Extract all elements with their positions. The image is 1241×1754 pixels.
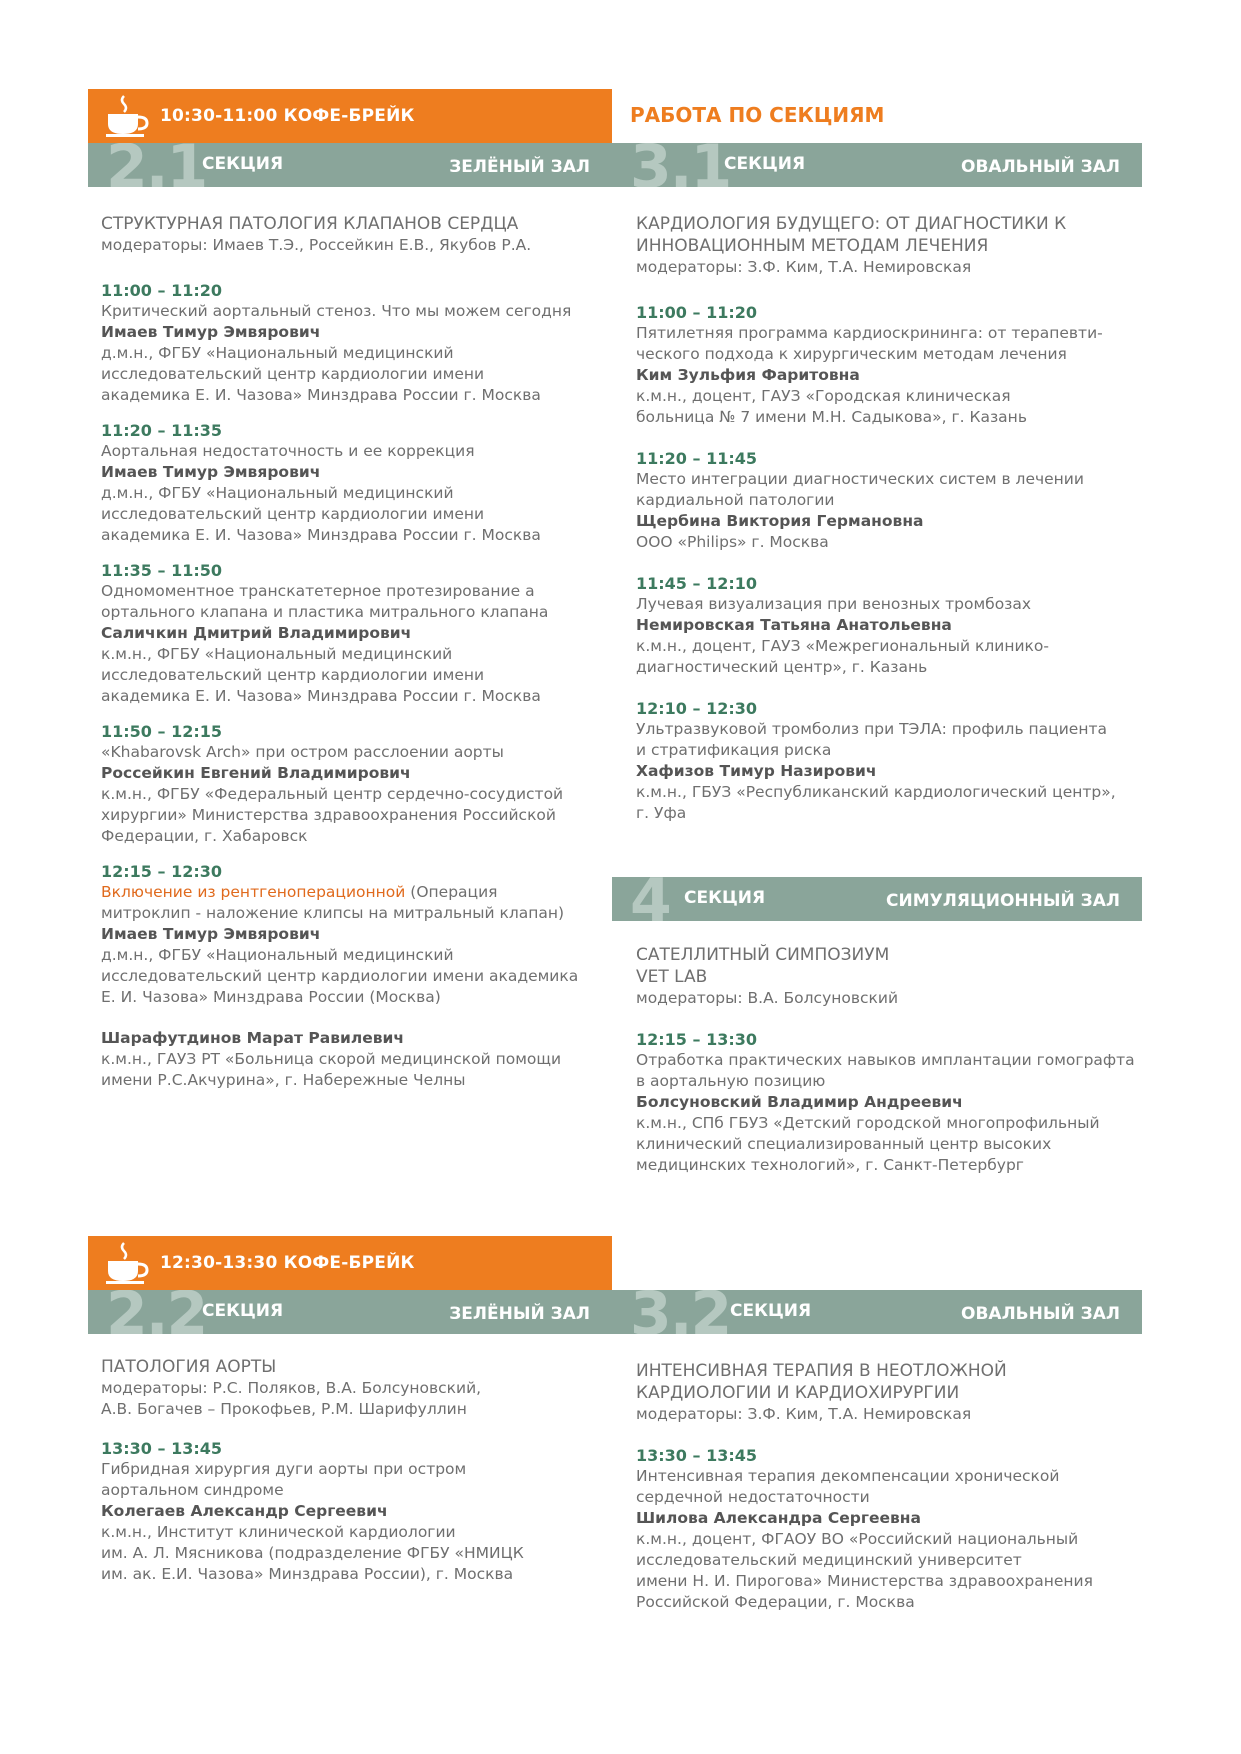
speaker-name: Шилова Александра Сергеевна xyxy=(636,1509,921,1527)
section-label: СЕКЦИЯ xyxy=(202,154,284,174)
speaker-affiliation: д.м.н., ФГБУ «Национальный медицинский xyxy=(101,344,454,362)
speaker-affiliation: академика Е. И. Чазова» Минздрава России г. Москва xyxy=(101,526,541,544)
talk-topic: Ультразвуковой тромболиз при ТЭЛА: профиль пациента xyxy=(636,720,1107,738)
hall-name: ЗЕЛЁНЫЙ ЗАЛ xyxy=(449,1304,590,1324)
speaker-name: Щербина Виктория Германовна xyxy=(636,512,924,530)
speaker-name: Ким Зульфия Фаритовна xyxy=(636,366,860,384)
moderators: модераторы: В.А. Болсуновский xyxy=(636,989,899,1007)
talk-topic xyxy=(101,882,601,903)
talk-time: 11:00 – 11:20 xyxy=(636,303,757,322)
session-title: ИННОВАЦИОННЫМ МЕТОДАМ ЛЕЧЕНИЯ xyxy=(636,236,989,256)
talk-time: 13:30 – 13:45 xyxy=(636,1446,757,1465)
talk-topic: Пятилетняя программа кардиоскрининга: от терапевти- xyxy=(636,324,1103,342)
talk-topic: ческого подхода к хирургическим методам лечения xyxy=(636,345,1067,363)
talk-topic: и стратификация риска xyxy=(636,741,832,759)
section-3-2-content xyxy=(636,1360,1156,1613)
moderators: А.В. Богачев – Прокофьев, Р.М. Шарифуллин xyxy=(101,1400,467,1418)
section-number: 3.2 xyxy=(630,1290,731,1334)
talk-time: 12:15 – 13:30 xyxy=(636,1030,757,1049)
speaker-affiliation: к.м.н., ГАУЗ РТ «Больница скорой медицинской помощи xyxy=(101,1050,562,1068)
section-label: СЕКЦИЯ xyxy=(730,1301,812,1321)
speaker-affiliation: к.м.н., СПб ГБУЗ «Детский городской многопрофильный xyxy=(636,1114,1100,1132)
talk-time: 12:15 – 12:30 xyxy=(101,862,222,881)
section-2-1-header xyxy=(88,143,612,187)
section-4-header xyxy=(612,877,1142,921)
talk-topic: Место интеграции диагностических систем в лечении xyxy=(636,470,1084,488)
speaker-affiliation: исследовательский центр кардиологии имени академика xyxy=(101,967,579,985)
coffee-break-banner xyxy=(88,89,612,143)
speaker-name: Шарафутдинов Марат Равилевич xyxy=(101,1029,405,1047)
hall-name: ОВАЛЬНЫЙ ЗАЛ xyxy=(961,157,1120,177)
speaker-affiliation: ООО «Philips» г. Москва xyxy=(636,533,829,551)
speaker-affiliation: д.м.н., ФГБУ «Национальный медицинский xyxy=(101,484,454,502)
talk-time: 11:20 – 11:35 xyxy=(101,421,222,440)
coffee-cup-icon xyxy=(104,94,152,138)
speaker-name: Имаев Тимур Эмвярович xyxy=(101,323,321,341)
speaker-affiliation: исследовательский центр кардиологии имени xyxy=(101,365,485,383)
speaker-affiliation: к.м.н., ГБУЗ «Республиканский кардиологический центр», xyxy=(636,783,1116,801)
talk-topic: Интенсивная терапия декомпенсации хронической xyxy=(636,1467,1060,1485)
moderators: модераторы: З.Ф. Ким, Т.А. Немировская xyxy=(636,1405,972,1423)
speaker-name: Имаев Тимур Эмвярович xyxy=(101,463,321,481)
section-number: 4 xyxy=(630,877,670,921)
speaker-affiliation: диагностический центр», г. Казань xyxy=(636,658,928,676)
speaker-affiliation: имени Р.С.Акчурина», г. Набережные Челны xyxy=(101,1071,466,1089)
talk-time: 11:35 – 11:50 xyxy=(101,561,222,580)
coffee-break-time: 10:30-11:00 КОФЕ-БРЕЙК xyxy=(160,106,415,126)
session-title: ИНТЕНСИВНАЯ ТЕРАПИЯ В НЕОТЛОЖНОЙ xyxy=(636,1361,1007,1381)
session-title: VET LAB xyxy=(636,967,708,987)
speaker-affiliation: Е. И. Чазова» Минздрава России (Москва) xyxy=(101,988,441,1006)
speaker-affiliation: академика Е. И. Чазова» Минздрава России г. Москва xyxy=(101,386,541,404)
speaker-affiliation: исследовательский центр кардиологии имени xyxy=(101,505,485,523)
speaker-affiliation: к.м.н., доцент, ФГАОУ ВО «Российский национальный xyxy=(636,1530,1079,1548)
moderators: модераторы: Р.С. Поляков, В.А. Болсуновский, xyxy=(101,1379,482,1397)
speaker-affiliation: им. А. Л. Мясникова (подразделение ФГБУ «НМИЦК xyxy=(101,1544,524,1562)
talk-topic: Одномоментное транскатетерное протезирование а xyxy=(101,582,535,600)
moderators: модераторы: З.Ф. Ким, Т.А. Немировская xyxy=(636,258,972,276)
speaker-affiliation: исследовательский медицинский университет xyxy=(636,1551,1022,1569)
speaker-name: Болсуновский Владимир Андреевич xyxy=(636,1093,963,1111)
speaker-affiliation: Российской Федерации, г. Москва xyxy=(636,1593,915,1611)
speaker-affiliation: Федерации, г. Хабаровск xyxy=(101,827,308,845)
session-title: ПАТОЛОГИЯ АОРТЫ xyxy=(101,1357,277,1377)
speaker-affiliation: им. ак. Е.И. Чазова» Минздрава России), г. Москва xyxy=(101,1565,514,1583)
hall-name: ОВАЛЬНЫЙ ЗАЛ xyxy=(961,1304,1120,1324)
talk-topic: кардиальной патологии xyxy=(636,491,835,509)
section-number: 2.1 xyxy=(106,143,207,187)
section-label: СЕКЦИЯ xyxy=(202,1301,284,1321)
coffee-break-time: 12:30-13:30 КОФЕ-БРЕЙК xyxy=(160,1253,415,1273)
speaker-name: Саличкин Дмитрий Владимирович xyxy=(101,624,412,642)
session-title: КАРДИОЛОГИЯ БУДУЩЕГО: ОТ ДИАГНОСТИКИ К xyxy=(636,214,1067,234)
talk-topic: митроклип - наложение клипсы на митральный клапан) xyxy=(101,904,565,922)
section-4-content xyxy=(636,944,1156,1176)
talk-topic: ортального клапана и пластика митрального клапана xyxy=(101,603,549,621)
talk-topic: Лучевая визуализация при венозных тромбозах xyxy=(636,595,1032,613)
section-3-2-header xyxy=(612,1290,1142,1334)
section-2-2-content xyxy=(101,1356,601,1585)
section-number: 2.2 xyxy=(106,1290,207,1334)
speaker-affiliation: медицинских технологий», г. Санкт-Петербург xyxy=(636,1156,1024,1174)
talk-topic: Отработка практических навыков имплантации гомографта xyxy=(636,1051,1135,1069)
talk-topic: сердечной недостаточности xyxy=(636,1488,870,1506)
speaker-name: Хафизов Тимур Назирович xyxy=(636,762,877,780)
work-by-sections-title: РАБОТА ПО СЕКЦИЯМ xyxy=(630,103,885,127)
session-title: СТРУКТУРНАЯ ПАТОЛОГИЯ КЛАПАНОВ СЕРДЦА xyxy=(101,214,519,234)
talk-topic: аортальном синдроме xyxy=(101,1481,284,1499)
speaker-name: Россейкин Евгений Владимирович xyxy=(101,764,411,782)
session-title: КАРДИОЛОГИИ И КАРДИОХИРУРГИИ xyxy=(636,1383,960,1403)
talk-time: 11:50 – 12:15 xyxy=(101,722,222,741)
session-title: САТЕЛЛИТНЫЙ СИМПОЗИУМ xyxy=(636,945,890,965)
section-2-1-content xyxy=(101,213,601,1091)
speaker-affiliation: имени Н. И. Пирогова» Министерства здравоохранения xyxy=(636,1572,1093,1590)
talk-topic-rest: (Операция xyxy=(405,883,498,901)
moderators: модераторы: Имаев Т.Э., Россейкин Е.В., Якубов Р.А. xyxy=(101,236,532,254)
talk-time: 12:10 – 12:30 xyxy=(636,699,757,718)
hall-name: СИМУЛЯЦИОННЫЙ ЗАЛ xyxy=(886,891,1120,911)
speaker-affiliation: хирургии» Министерства здравоохранения Российской xyxy=(101,806,556,824)
speaker-name: Имаев Тимур Эмвярович xyxy=(101,925,321,943)
talk-time: 13:30 – 13:45 xyxy=(101,1439,222,1458)
speaker-affiliation: к.м.н., доцент, ГАУЗ «Межрегиональный клинико- xyxy=(636,637,1049,655)
talk-topic: «Khabarovsk Arch» при остром расслоении аорты xyxy=(101,743,504,761)
speaker-name: Немировская Татьяна Анатольевна xyxy=(636,616,952,634)
speaker-affiliation: г. Уфа xyxy=(636,804,687,822)
speaker-affiliation: к.м.н., ФГБУ «Федеральный центр сердечно-сосудистой xyxy=(101,785,564,803)
speaker-affiliation: клинический специализированный центр высоких xyxy=(636,1135,1052,1153)
coffee-cup-icon xyxy=(104,1241,152,1285)
speaker-affiliation: академика Е. И. Чазова» Минздрава России г. Москва xyxy=(101,687,541,705)
hall-name: ЗЕЛЁНЫЙ ЗАЛ xyxy=(449,157,590,177)
talk-time: 11:20 – 11:45 xyxy=(636,449,757,468)
talk-topic: в аортальную позицию xyxy=(636,1072,826,1090)
talk-topic: Критический аортальный стеноз. Что мы можем сегодня xyxy=(101,302,572,320)
coffee-break-banner xyxy=(88,1236,612,1290)
section-3-1-content xyxy=(636,213,1156,824)
section-2-2-header xyxy=(88,1290,612,1334)
section-label: СЕКЦИЯ xyxy=(684,888,766,908)
speaker-affiliation: исследовательский центр кардиологии имени xyxy=(101,666,485,684)
section-label: СЕКЦИЯ xyxy=(724,154,806,174)
speaker-affiliation: к.м.н., Институт клинической кардиологии xyxy=(101,1523,456,1541)
speaker-affiliation: к.м.н., доцент, ГАУЗ «Городская клиническая xyxy=(636,387,1011,405)
talk-time: 11:45 – 12:10 xyxy=(636,574,757,593)
talk-topic: Гибридная хирургия дуги аорты при остром xyxy=(101,1460,467,1478)
speaker-affiliation: к.м.н., ФГБУ «Национальный медицинский xyxy=(101,645,453,663)
speaker-name: Колегаев Александр Сергеевич xyxy=(101,1502,388,1520)
section-number: 3.1 xyxy=(630,143,731,187)
section-3-1-header xyxy=(612,143,1142,187)
speaker-affiliation: д.м.н., ФГБУ «Национальный медицинский xyxy=(101,946,454,964)
talk-time: 11:00 – 11:20 xyxy=(101,281,222,300)
live-broadcast-label: Включение из рентгеноперационной xyxy=(101,883,406,901)
speaker-affiliation: больница № 7 имени М.Н. Садыкова», г. Казань xyxy=(636,408,1027,426)
talk-topic: Аортальная недостаточность и ее коррекция xyxy=(101,442,475,460)
